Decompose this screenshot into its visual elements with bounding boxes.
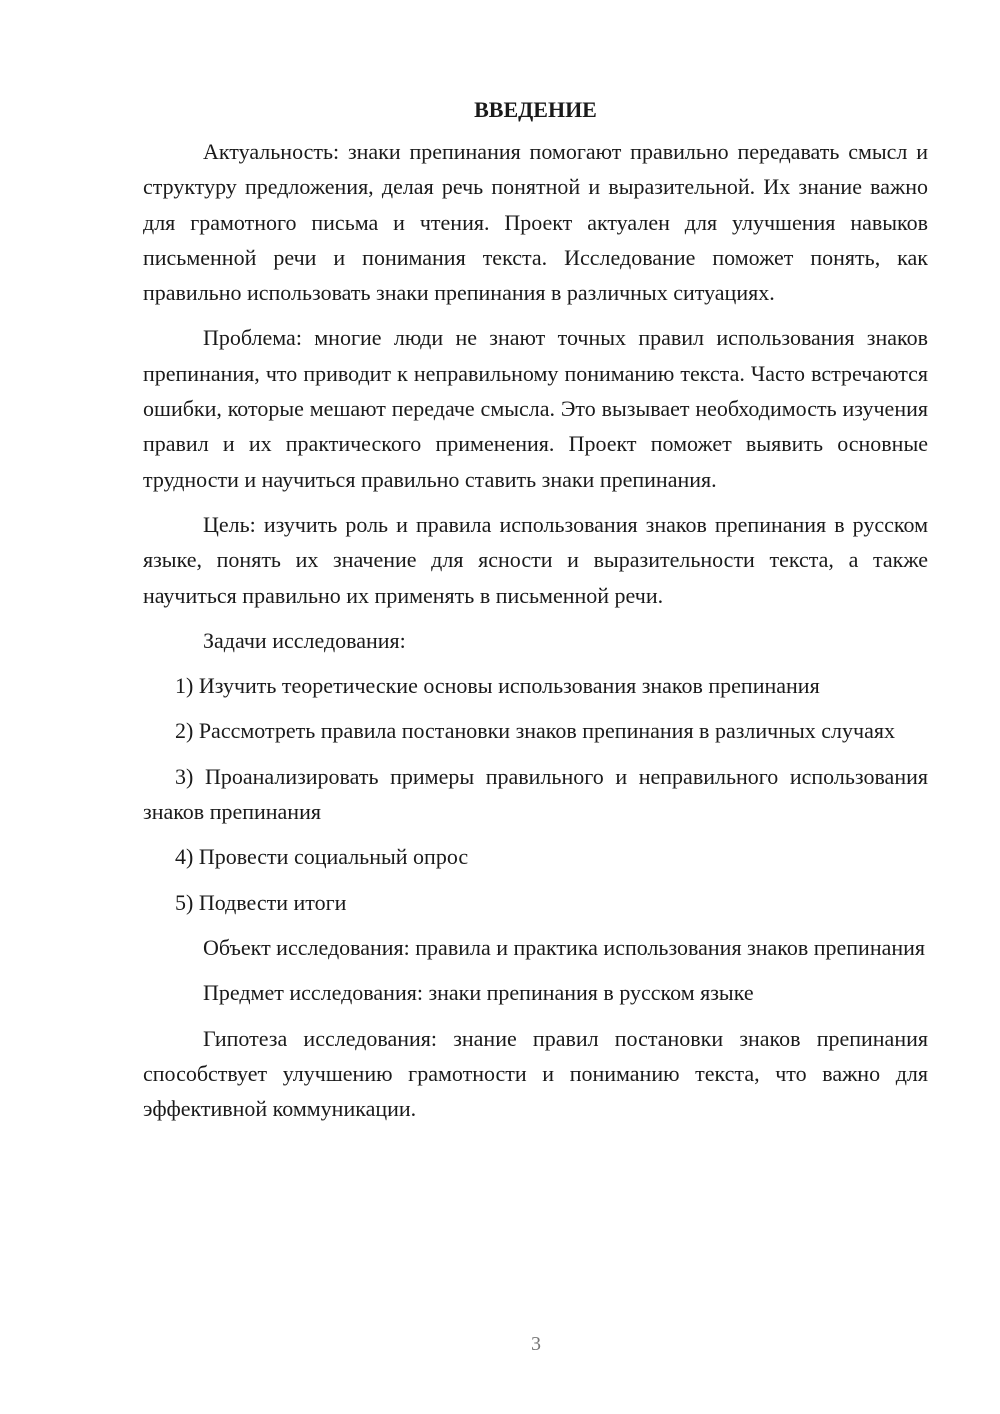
page-content — [143, 92, 928, 1136]
page-number: 3 — [531, 1333, 541, 1355]
tasks-list — [143, 668, 928, 920]
task-item-4: 4) Провести социальный опрос — [175, 844, 469, 870]
section-title: ВВЕДЕНИЕ — [474, 97, 597, 122]
task-item-1: 1) Изучить теоретические основы использования знаков препинания — [175, 673, 820, 699]
task-item-5: 5) Подвести итоги — [175, 889, 347, 915]
task-item-3: 3) Проанализировать примеры правильного и неправильного использования знаков препинания — [143, 763, 928, 825]
hypothesis-paragraph: Гипотеза исследования: знание правил постановки знаков препинания способствует улучшению грамотности и пониманию текста, что важно для эффективной коммуникации. — [143, 1025, 928, 1122]
subject-paragraph: Предмет исследования: знаки препинания в русском языке — [203, 980, 754, 1006]
goal-paragraph: Цель: изучить роль и правила использования знаков препинания в русском языке, понять их значение для ясности и выразительности текста, а также научиться правильно их применять в письменной речи. — [143, 511, 928, 608]
tasks-heading: Задачи исследования: — [203, 627, 406, 653]
task-item-2: 2) Рассмотреть правила постановки знаков препинания в различных случаях — [175, 718, 895, 744]
problem-paragraph: Проблема: многие люди не знают точных правил использования знаков препинания, что приводит к неправильному пониманию текста. Часто встречаются ошибки, которые мешают передаче смысла. Это вызывает необходимость изучения правил и их практического применения. Проект поможет выявить основные трудности и научиться правильно ставить знаки препинания. — [143, 325, 928, 492]
relevance-paragraph: Актуальность: знаки препинания помогают правильно передавать смысл и структуру предложения, делая речь понятной и выразительной. Их знание важно для грамотного письма и чтения. Проект актуален для улучшения навыков письменной речи и понимания текста. Исследование поможет понять, как правильно использовать знаки препинания в различных ситуациях. — [143, 139, 928, 306]
object-paragraph: Объект исследования: правила и практика использования знаков препинания — [203, 934, 926, 960]
